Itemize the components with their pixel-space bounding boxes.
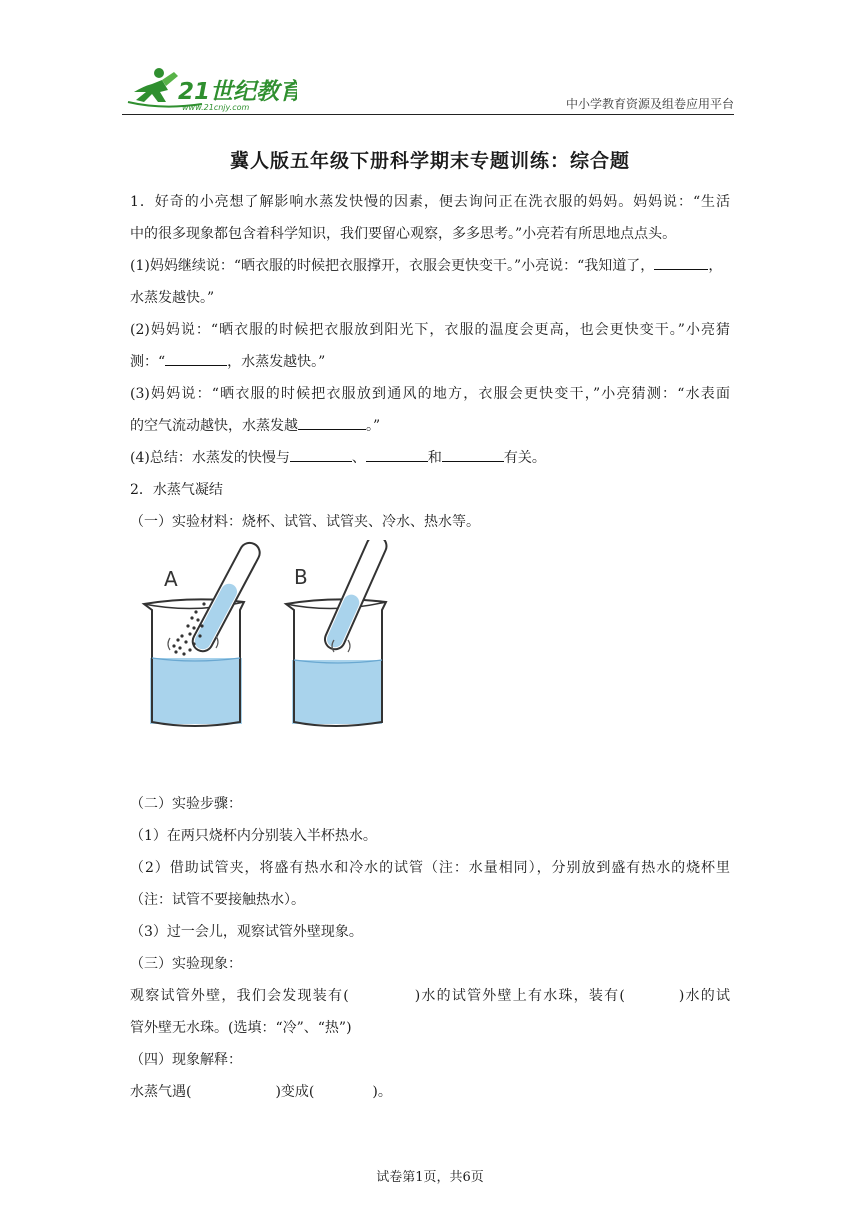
platform-name: 中小学教育资源及组卷应用平台 <box>565 97 734 111</box>
q1-part-2-line-2 <box>130 346 730 378</box>
q1-part-4-tail: 有关。 <box>503 450 546 466</box>
q2-phenomenon-line-2: 管外壁无水珠。(选填：“冷”、“热”) <box>130 1020 352 1036</box>
runner-logo-icon <box>122 62 297 112</box>
answer-blank[interactable] <box>165 349 227 366</box>
q2-phenomenon-title: （三）实验现象： <box>130 956 242 972</box>
answer-blank[interactable] <box>290 445 352 462</box>
q1-part-4-sep: 、 <box>351 450 366 466</box>
q2-step-2-line-1: （2）借助试管夹，将盛有热水和冷水的试管（注：水量相同），分别放到盛有热水的烧杯里 <box>130 860 730 876</box>
experiment-figure <box>130 538 730 788</box>
q1-part-1 <box>130 250 730 282</box>
q2-step-3: （3）过一会儿，观察试管外壁现象。 <box>130 924 363 940</box>
q1-part-1-tail: ， <box>708 258 723 274</box>
q1-intro-line-2: 中的很多现象都包含着科学知识，我们要留心观察，多多思考。”小亮若有所思地点点头。 <box>130 226 677 242</box>
answer-blank[interactable] <box>442 445 504 462</box>
logo <box>122 62 297 112</box>
beaker-test-tube-illustration <box>134 540 394 750</box>
q1-part-2-line-1: (2)妈妈说：“晒衣服的时候把衣服放到阳光下，衣服的温度会更高，也会更快变干。”小亮猜 <box>130 322 730 338</box>
q1-part-3-line-2 <box>130 410 730 442</box>
q1-part-2-tail: ，水蒸发越快。” <box>227 354 326 370</box>
q2-explanation-title: （四）现象解释： <box>130 1052 242 1068</box>
answer-blank[interactable] <box>366 445 428 462</box>
q1-part-3-text: 的空气流动越快，水蒸发越 <box>130 418 298 434</box>
phenomenon-text-b: )水的试管外壁上有水珠，装有( <box>414 988 625 1004</box>
explanation-text-c: )。 <box>372 1084 392 1100</box>
q2-step-2-line-2: （注：试管不要接触热水）。 <box>130 892 305 908</box>
q1-part-4-and: 和 <box>427 450 442 466</box>
page-footer: 试卷第1页，共6页 <box>376 1170 484 1185</box>
q1-part-1-line-2: 水蒸发越快。” <box>130 290 215 306</box>
q1-part-2-text: 测：“ <box>130 354 166 370</box>
q2-materials: （一）实验材料：烧杯、试管、试管夹、冷水、热水等。 <box>130 514 480 530</box>
q1-part-4-text: (4)总结：水蒸发的快慢与 <box>130 450 290 466</box>
q1-part-4 <box>130 442 730 474</box>
water-b <box>292 660 382 724</box>
water-a <box>150 658 242 724</box>
q2-step-1: （1）在两只烧杯内分别装入半杯热水。 <box>130 828 377 844</box>
document-body <box>130 186 730 1108</box>
label-b: B <box>294 565 308 589</box>
explanation-text-a: 水蒸气遇( <box>130 1084 192 1100</box>
phenomenon-text-a: 观察试管外壁，我们会发现装有( <box>130 988 349 1004</box>
logo-text: 21世纪教育 <box>178 79 297 105</box>
logo-url: www.21cnjy.com <box>182 103 250 112</box>
q2-phenomenon-line-1 <box>130 980 730 1012</box>
q1-intro-line-1: 1．好奇的小亮想了解影响水蒸发快慢的因素，便去询问正在洗衣服的妈妈。妈妈说：“生活 <box>130 194 730 210</box>
beaker-b <box>286 540 390 726</box>
header-divider <box>122 114 734 115</box>
beaker-a <box>144 540 263 726</box>
q1-part-1-text: (1)妈妈继续说：“晒衣服的时候把衣服撑开，衣服会更快变干。”小亮说：“我知道了， <box>130 258 655 274</box>
q1-part-3-line-1: (3)妈妈说：“晒衣服的时候把衣服放到通风的地方，衣服会更快变干，”小亮猜测：“水表面 <box>130 386 730 402</box>
q2-explanation <box>130 1076 730 1108</box>
q2-title: 2．水蒸气凝结 <box>130 482 223 498</box>
phenomenon-text-c: )水的试 <box>678 988 730 1004</box>
q1-part-3-tail: 。” <box>366 418 381 434</box>
explanation-text-b: )变成( <box>275 1084 315 1100</box>
answer-blank[interactable] <box>654 253 708 270</box>
page-header <box>122 62 734 116</box>
label-a: A <box>164 567 178 591</box>
q2-steps-title: （二）实验步骤： <box>130 796 242 812</box>
page-title: 冀人版五年级下册科学期末专题训练：综合题 <box>229 150 630 172</box>
answer-blank[interactable] <box>298 413 366 430</box>
